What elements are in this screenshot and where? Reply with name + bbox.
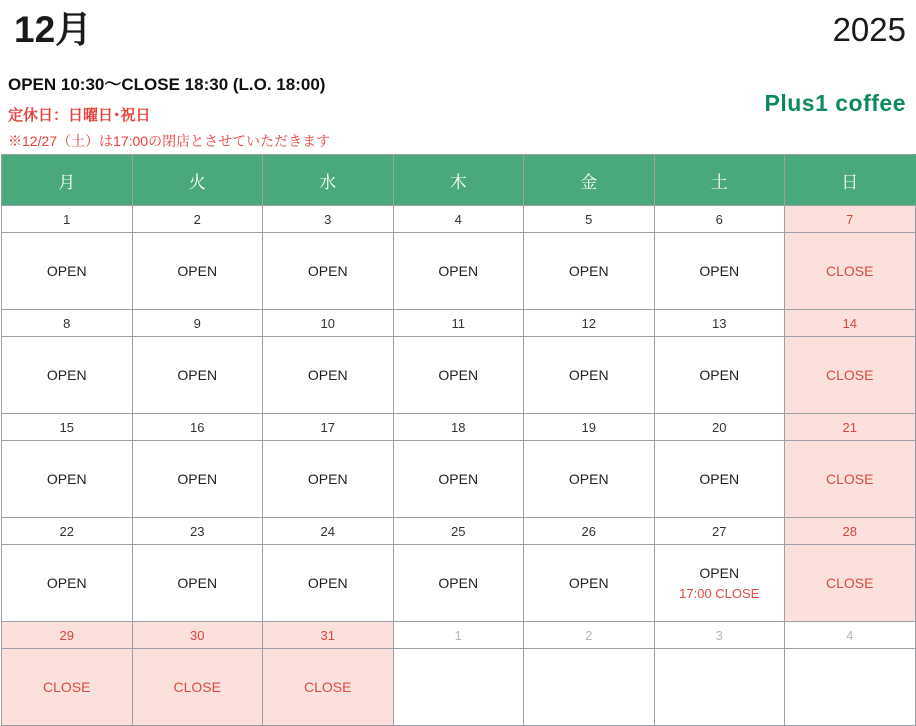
day-number: 8 (2, 310, 133, 337)
day-status: OPEN (177, 471, 218, 487)
day-cell (524, 337, 655, 414)
day-cell (132, 337, 263, 414)
year-title: 2025 (832, 11, 906, 48)
day-number: 4 (393, 206, 524, 233)
day-number: 3 (263, 206, 394, 233)
daynum-row (2, 622, 916, 649)
day-status: OPEN (46, 367, 87, 383)
day-status: OPEN (699, 263, 740, 279)
weekday-header-thu: 木 (393, 155, 524, 206)
day-cell (524, 233, 655, 310)
day-number: 3 (654, 622, 785, 649)
day-cell (132, 233, 263, 310)
day-cell (524, 649, 655, 726)
day-status-note: 17:00 CLOSE (679, 586, 760, 601)
daystatus-row (2, 545, 916, 622)
day-number: 2 (524, 622, 655, 649)
day-number: 14 (785, 310, 916, 337)
day-status: OPEN (568, 367, 609, 383)
day-cell (654, 337, 785, 414)
day-cell (132, 545, 263, 622)
day-status: OPEN (307, 575, 348, 591)
special-note-text: ※12/27（土）は17:00の閉店とさせていただきます (8, 133, 331, 149)
day-cell (524, 441, 655, 518)
day-status: CLOSE (173, 679, 221, 695)
day-cell (263, 649, 394, 726)
day-status: CLOSE (826, 471, 874, 487)
day-cell (2, 441, 133, 518)
day-cell (654, 233, 785, 310)
day-status: OPEN (307, 367, 348, 383)
day-cell (263, 233, 394, 310)
day-cell (785, 441, 916, 518)
calendar-table (1, 154, 916, 726)
month-title: 12月 (14, 9, 93, 50)
day-number: 16 (132, 414, 263, 441)
weekday-header-wed: 水 (263, 155, 394, 206)
day-cell (132, 649, 263, 726)
daynum-row (2, 310, 916, 337)
day-number: 5 (524, 206, 655, 233)
day-cell (132, 441, 263, 518)
day-status: OPEN (699, 367, 740, 383)
day-cell (263, 337, 394, 414)
day-cell (393, 649, 524, 726)
day-status: OPEN (177, 575, 218, 591)
day-number: 27 (654, 518, 785, 545)
day-status: OPEN (307, 471, 348, 487)
day-cell (654, 649, 785, 726)
day-status: CLOSE (304, 679, 352, 695)
regular-closed-text: 定休日：日曜日･祝日 (8, 107, 151, 124)
day-number: 19 (524, 414, 655, 441)
day-status: CLOSE (826, 367, 874, 383)
day-number: 26 (524, 518, 655, 545)
day-number: 2 (132, 206, 263, 233)
day-number: 1 (2, 206, 133, 233)
day-number: 9 (132, 310, 263, 337)
day-number: 1 (393, 622, 524, 649)
day-number: 17 (263, 414, 394, 441)
daystatus-row (2, 441, 916, 518)
day-cell (393, 545, 524, 622)
day-status: OPEN (307, 263, 348, 279)
daynum-row (2, 518, 916, 545)
day-status: OPEN (568, 471, 609, 487)
daystatus-row (2, 649, 916, 726)
day-cell (785, 233, 916, 310)
day-status: OPEN (438, 471, 479, 487)
day-cell (393, 233, 524, 310)
day-status: OPEN (177, 367, 218, 383)
day-cell (263, 545, 394, 622)
day-status: OPEN (46, 263, 87, 279)
day-number: 29 (2, 622, 133, 649)
day-number: 30 (132, 622, 263, 649)
weekday-header-mon: 月 (2, 155, 133, 206)
business-hours-text: OPEN 10:30〜CLOSE 18:30 (L.O. 18:00) (8, 75, 326, 94)
day-cell (2, 233, 133, 310)
day-number: 31 (263, 622, 394, 649)
day-cell (654, 545, 785, 622)
day-status: OPEN (568, 575, 609, 591)
day-status: OPEN (699, 471, 740, 487)
brand-logo-text: Plus1 coffee (764, 90, 906, 116)
day-number: 7 (785, 206, 916, 233)
day-status: OPEN (438, 367, 479, 383)
day-number: 13 (654, 310, 785, 337)
day-cell (524, 545, 655, 622)
day-status: CLOSE (826, 263, 874, 279)
day-cell (2, 337, 133, 414)
day-number: 22 (2, 518, 133, 545)
day-cell (785, 545, 916, 622)
daystatus-row (2, 233, 916, 310)
day-number: 20 (654, 414, 785, 441)
weekday-header-sat: 土 (654, 155, 785, 206)
day-number: 23 (132, 518, 263, 545)
day-status: OPEN (699, 565, 740, 581)
weekday-header-tue: 火 (132, 155, 263, 206)
day-number: 15 (2, 414, 133, 441)
day-status: CLOSE (43, 679, 91, 695)
day-number: 12 (524, 310, 655, 337)
day-cell (2, 649, 133, 726)
day-number: 18 (393, 414, 524, 441)
day-number: 24 (263, 518, 394, 545)
day-cell (2, 545, 133, 622)
day-number: 21 (785, 414, 916, 441)
day-number: 10 (263, 310, 394, 337)
day-cell (785, 337, 916, 414)
day-cell (785, 649, 916, 726)
daynum-row (2, 206, 916, 233)
day-status: OPEN (438, 263, 479, 279)
day-number: 11 (393, 310, 524, 337)
page-header (0, 0, 916, 154)
daystatus-row (2, 337, 916, 414)
day-status: OPEN (438, 575, 479, 591)
day-number: 4 (785, 622, 916, 649)
day-status: OPEN (46, 575, 87, 591)
weekday-header-fri: 金 (524, 155, 655, 206)
day-cell (393, 441, 524, 518)
day-number: 28 (785, 518, 916, 545)
weekday-header-row (2, 155, 916, 206)
day-status: OPEN (177, 263, 218, 279)
day-number: 25 (393, 518, 524, 545)
weekday-header-sun: 日 (785, 155, 916, 206)
day-number: 6 (654, 206, 785, 233)
day-status: OPEN (568, 263, 609, 279)
day-status: OPEN (46, 471, 87, 487)
daynum-row (2, 414, 916, 441)
day-cell (263, 441, 394, 518)
day-cell (393, 337, 524, 414)
day-status: CLOSE (826, 575, 874, 591)
day-cell (654, 441, 785, 518)
